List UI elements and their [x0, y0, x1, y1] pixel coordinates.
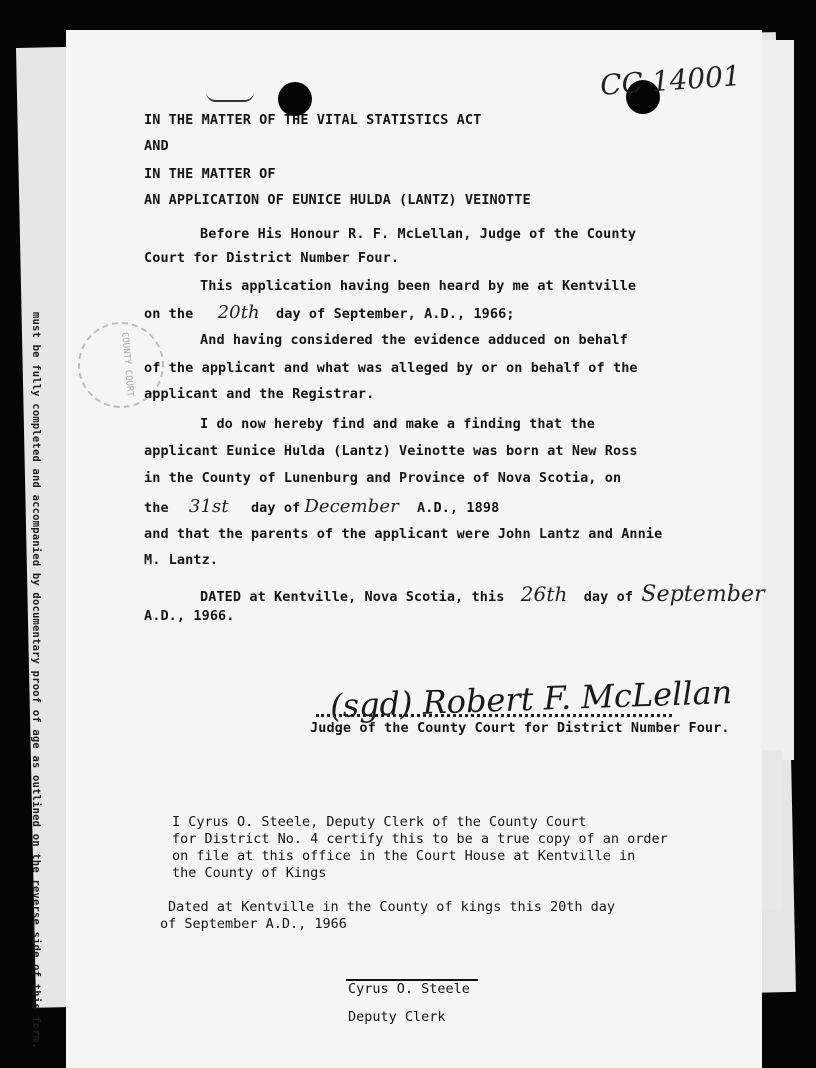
body-line: Before His Honour R. F. McLellan, Judge of the County: [200, 226, 637, 242]
certification-line: on file at this office in the Court House at Kentville in: [172, 848, 636, 864]
handwritten-day: 26th: [520, 582, 568, 606]
handwritten-day: 31st: [188, 496, 229, 517]
body-text: DATED at Kentville, Nova Scotia, this: [200, 589, 505, 605]
dated-line: [200, 582, 765, 607]
body-line: And having considered the evidence adduced on behalf: [200, 332, 628, 348]
heading-line-2: AND: [144, 138, 169, 154]
clerk-title: Deputy Clerk: [348, 1009, 446, 1025]
judge-title: Judge of the County Court for District Number Four.: [310, 720, 730, 736]
heading-line-4: AN APPLICATION OF EUNICE HULDA (LANTZ) VEINOTTE: [144, 192, 531, 208]
right-paper-edge: [760, 40, 794, 760]
body-text: on the: [144, 306, 194, 322]
heading-line-3: IN THE MATTER OF: [144, 166, 276, 182]
judge-signature: (sgd) Robert F. McLellan: [329, 672, 733, 726]
body-text: day of: [250, 500, 301, 516]
certification-date-line: of September A.D., 1966: [160, 916, 347, 932]
pen-mark: [206, 92, 254, 102]
body-line: M. Lantz.: [144, 552, 219, 568]
body-line: Court for District Number Four.: [144, 250, 400, 266]
vertical-side-note: must be fully completed and accompanied by documentary proof of age as outlined on the reverse side of this form.: [30, 312, 42, 1049]
seal-text: COUNTY COURT: [119, 331, 135, 398]
file-number: CC 14001: [599, 59, 742, 102]
body-line: in the County of Lunenburg and Province of Nova Scotia, on: [144, 470, 622, 486]
signature-line: [316, 714, 672, 717]
body-text: A.D., 1898: [417, 500, 500, 516]
certification-date-line: Dated at Kentville in the County of kings this 20th day: [168, 899, 616, 915]
birth-date-line: [144, 496, 499, 517]
clerk-signature-rule: [346, 979, 478, 981]
certification-line: the County of Kings: [172, 865, 327, 881]
handwritten-month: September: [641, 582, 765, 607]
clerk-name: Cyrus O. Steele: [348, 981, 470, 997]
body-line: applicant Eunice Hulda (Lantz) Veinotte was born at New Ross: [144, 443, 638, 459]
body-text: the: [144, 500, 169, 516]
body-text: day of September, A.D., 1966;: [275, 306, 515, 322]
body-line: applicant and the Registrar.: [144, 386, 375, 402]
handwritten-day: 20th: [217, 302, 260, 323]
certification-line: for District No. 4 certify this to be a true copy of an order: [172, 831, 668, 847]
hearing-date-line: [144, 302, 515, 323]
body-line: and that the parents of the applicant were John Lantz and Annie: [144, 526, 663, 542]
certification-line: I Cyrus O. Steele, Deputy Clerk of the County Court: [172, 814, 587, 830]
heading-line-1: IN THE MATTER OF THE VITAL STATISTICS ACT: [144, 112, 482, 128]
handwritten-month: December: [304, 496, 399, 517]
body-line: I do now hereby find and make a finding that the: [200, 416, 595, 432]
body-line: of the applicant and what was alleged by or on behalf of the: [144, 360, 638, 376]
punch-hole: [278, 82, 312, 116]
body-text: day of: [583, 589, 634, 605]
body-line: A.D., 1966.: [144, 608, 235, 624]
body-line: This application having been heard by me at Kentville: [200, 278, 637, 294]
